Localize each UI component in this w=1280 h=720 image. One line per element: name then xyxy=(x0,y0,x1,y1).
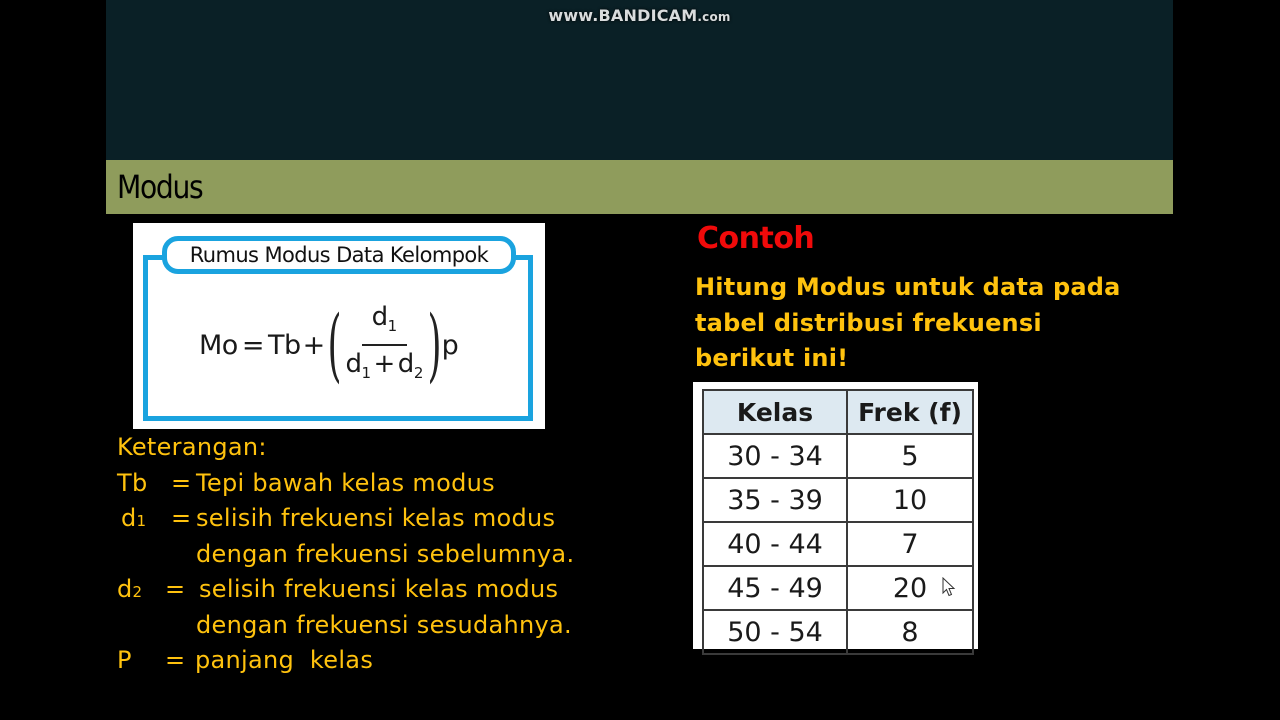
formula-mo: Mo xyxy=(199,329,238,361)
keterangan-legend xyxy=(117,430,575,679)
legend-item-tb: Tb = Tepi bawah kelas modus xyxy=(117,468,495,497)
question-line: berikut ini! xyxy=(695,344,849,372)
table-row xyxy=(703,610,973,654)
cell-kelas: 35 - 39 xyxy=(703,478,847,522)
cell-kelas: 30 - 34 xyxy=(703,434,847,478)
formula-fraction xyxy=(345,302,422,388)
cell-frek: 7 xyxy=(847,522,973,566)
fraction-numerator: $d_1$ xyxy=(362,302,407,346)
cell-frek: 10 xyxy=(847,478,973,522)
slide-top-band xyxy=(106,0,1173,160)
question-line: Hitung Modus untuk data pada xyxy=(695,273,1121,301)
cell-kelas: 45 - 49 xyxy=(703,566,847,610)
column-header-frek: Frek (f) xyxy=(847,390,973,434)
formula-plus: + xyxy=(302,329,325,361)
legend-item-p: P = panjang kelas xyxy=(117,646,374,674)
fraction-denominator: $d_1 + d_2$ xyxy=(345,349,423,383)
frequency-table-image xyxy=(693,382,978,649)
mouse-cursor-icon xyxy=(942,577,956,597)
frequency-table xyxy=(702,389,974,655)
legend-heading: Keterangan: xyxy=(117,433,267,461)
bandicam-watermark xyxy=(106,6,1173,25)
legend-item-d2: d2 = selisih frekuensi kelas modus xyxy=(117,575,559,603)
example-heading: Contoh xyxy=(697,221,815,256)
formula-tb: Tb xyxy=(267,329,301,361)
cell-frek: 20 xyxy=(847,566,973,610)
legend-item-d1: d1 = selisih frekuensi kelas modus xyxy=(121,504,556,532)
formula-label: Rumus Modus Data Kelompok xyxy=(162,236,516,274)
example-question xyxy=(695,270,1145,377)
table-row xyxy=(703,478,973,522)
column-header-kelas: Kelas xyxy=(703,390,847,434)
cell-frek: 8 xyxy=(847,610,973,654)
legend-item-d2-cont: dengan frekuensi sesudahnya. xyxy=(196,610,572,639)
table-header-row xyxy=(703,390,973,434)
table-row xyxy=(703,434,973,478)
formula-p: p xyxy=(441,329,459,361)
left-paren-icon: ( xyxy=(327,298,341,391)
formula-equals: = xyxy=(241,329,264,361)
slide-title: Modus xyxy=(117,168,203,206)
question-line: tabel distribusi frekuensi xyxy=(695,308,1042,337)
table-row xyxy=(703,566,973,610)
formula-image xyxy=(133,223,545,429)
cell-frek: 5 xyxy=(847,434,973,478)
slide-title-bar xyxy=(106,160,1173,214)
legend-item-d1-cont: dengan frekuensi sebelumnya. xyxy=(196,539,575,568)
watermark-main-text: www.BANDICAM xyxy=(548,6,698,25)
right-paren-icon: ) xyxy=(427,298,442,391)
cell-kelas: 40 - 44 xyxy=(703,522,847,566)
watermark-suffix-text: .com xyxy=(697,10,731,24)
mode-formula xyxy=(199,298,459,391)
cell-kelas: 50 - 54 xyxy=(703,610,847,654)
table-row xyxy=(703,522,973,566)
